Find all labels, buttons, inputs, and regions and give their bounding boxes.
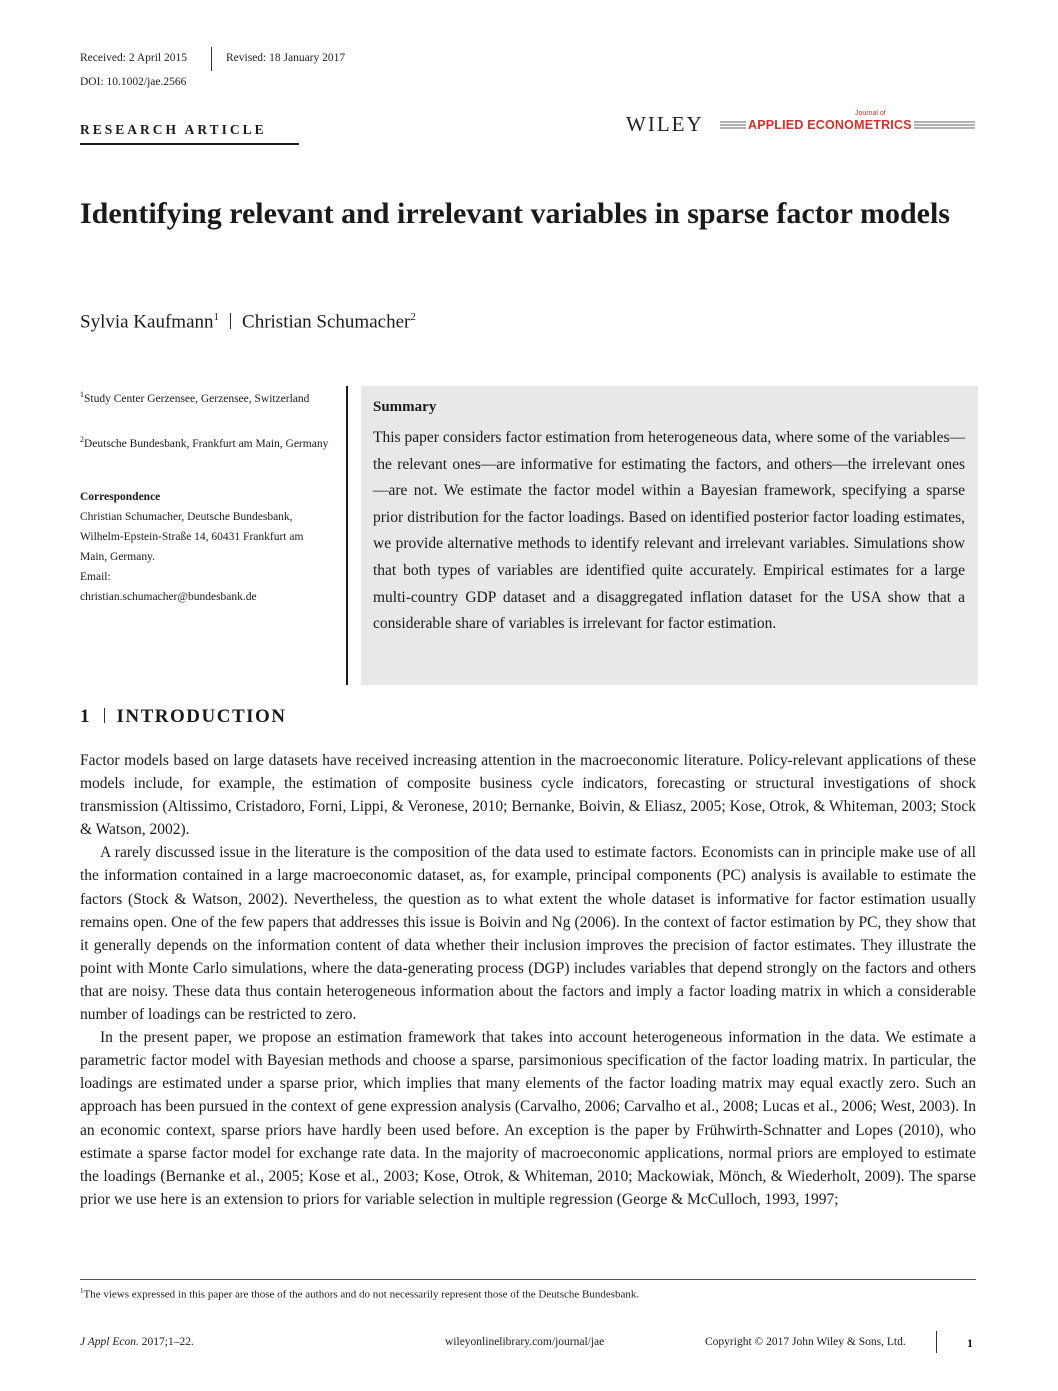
affiliation-number: 1 — [80, 390, 84, 399]
citation-details: 2017;1–22. — [138, 1336, 194, 1348]
column-divider — [346, 386, 348, 685]
journal-name: APPLIED ECONOMETRICS — [748, 118, 912, 132]
footnote — [80, 1287, 639, 1301]
author-divider — [230, 313, 231, 329]
affiliation-text: Study Center Gerzensee, Gerzensee, Switzerland — [84, 392, 310, 405]
journal-of-label: Journal of — [855, 110, 886, 117]
email-link[interactable]: christian.schumacher@bundesbank.de — [80, 591, 257, 603]
publisher-logo: WILEY — [626, 112, 704, 136]
summary-text: This paper considers factor estimation from heterogeneous data, where some of the variables—the relevant ones—are informative for estimating the factors, and others—the irrelevant ones—are not. We estimate the factor model within a Bayesian framework, specifying a sparse prior distribution for the factor loadings. Based on identified posterior factor loading estimates, we provide alternative methods to identify relevant and irrelevant variables. Simulations show that both types of variables are identified quite accurately. Empirical estimates for a large multi-country GDP dataset and a disaggregated inflation dataset for the USA show that a considerable share of variables is irrelevant for factor estimation. — [373, 429, 965, 633]
correspondence-heading: Correspondence — [80, 491, 161, 503]
author-affil-ref: 2 — [410, 311, 416, 323]
paragraph: A rarely discussed issue in the literature is the composition of the data used to estimate factors. Economists can in principle make use of all the information contained in a large macroeconomic dataset, as, for example, principal components (PC) analysis is available to estimate the factors (Stock & Watson, 2002). Nevertheless, the question as to what extent the whole dataset is informative for factor estimation usually remains open. One of the few papers that addresses this issue is Boivin and Ng (2006). In the context of factor estimation by PC, they show that it generally depends on the information content of data whether their inclusion improves the precision of factor estimates. They illustrate the point with Monte Carlo simulations, where the data-generating process (DGP) includes variables that depend strongly on the factors and others that are noisy. These data thus contain heterogeneous information about the factors and imply a factor loading matrix in which a considerable number of loadings can be restricted to zero. — [80, 844, 976, 1024]
footnote-rule — [80, 1279, 976, 1280]
footer-url[interactable]: wileyonlinelibrary.com/journal/jae — [445, 1336, 605, 1348]
email-label: Email: — [80, 571, 111, 583]
section-title: INTRODUCTION — [116, 706, 287, 727]
correspondence-address: Christian Schumacher, Deutsche Bundesbank, Wilhelm-Epstein-Straße 14, 60431 Frankfurt am Main, Germany. — [80, 511, 304, 563]
footnote-number: 1 — [80, 1287, 84, 1295]
affiliation — [80, 430, 340, 454]
doi[interactable]: DOI: 10.1002/jae.2566 — [80, 76, 187, 88]
section-number: 1 — [80, 706, 90, 727]
author-list — [80, 311, 416, 333]
article-type: RESEARCH ARTICLE — [80, 122, 267, 137]
paragraph: In the present paper, we propose an estimation framework that takes into account heterogeneous information in the data. We estimate a parametric factor model with Bayesian methods and choose a sparse, parsimonious specification of the factor loading matrix. In particular, the loadings are estimated under a sparse prior, which implies that many elements of the factor loading matrix may equal exactly zero. Such an approach has been pursued in the context of gene expression analysis (Carvalho, 2006; Carvalho et al., 2008; Lucas et al., 2006; West, 2003). In an economic context, sparse priors have hardly been used before. An exception is the paper by Frühwirth-Schnatter and Lopes (2010), who estimate a sparse factor model for exchange rate data. In the majority of macroeconomic applications, normal priors are employed to estimate the loadings (Bernanke et al., 2005; Kose et al., 2003; Kose, Otrok, & Whiteman, 2010; Mackowiak, Mönch, & Wiederholt, 2009). The sparse prior we use here is an extension to priors for variable selection in multiple regression (George & McCulloch, 1993, 1997; — [80, 1029, 976, 1208]
section-divider — [104, 708, 105, 723]
affiliation-text: Deutsche Bundesbank, Frankfurt am Main, Germany — [84, 437, 329, 450]
revised-date: Revised: 18 January 2017 — [226, 52, 346, 64]
correspondence-body — [80, 507, 330, 607]
section-heading — [80, 706, 287, 728]
author-name[interactable]: Christian Schumacher — [242, 311, 411, 333]
summary-heading: Summary — [373, 399, 437, 415]
author-affil-ref: 1 — [213, 311, 220, 323]
journal-abbrev: J Appl Econ. — [80, 1336, 139, 1348]
meta-divider — [211, 47, 212, 71]
footer-divider — [936, 1331, 937, 1353]
body-text — [80, 749, 976, 1211]
footer-copyright: Copyright © 2017 John Wiley & Sons, Ltd. — [705, 1336, 906, 1348]
author-name[interactable]: Sylvia Kaufmann — [80, 311, 214, 333]
article-type-underline — [80, 143, 299, 145]
page-number: 1 — [967, 1336, 973, 1350]
footer-citation — [80, 1336, 194, 1348]
received-date: Received: 2 April 2015 — [80, 52, 187, 64]
paragraph: Factor models based on large datasets have received increasing attention in the macroeconomic literature. Policy-relevant applications of these models include, for example, the estimation of composite business cycle indicators, forecasting or structural investigations of shock transmission (Altissimo, Cristadoro, Forni, Lippi, & Veronese, 2010; Bernanke, Boivin, & Eliasz, 2005; Kose, Otrok, & Whiteman, 2003; Stock & Watson, 2002). — [80, 752, 976, 839]
footnote-text: The views expressed in this paper are those of the authors and do not necessarily represent those of the Deutsche Bundesbank. — [83, 1288, 640, 1301]
paper-title: Identifying relevant and irrelevant variables in sparse factor models — [80, 197, 950, 230]
affiliation — [80, 385, 330, 409]
affiliation-number: 2 — [80, 435, 84, 444]
